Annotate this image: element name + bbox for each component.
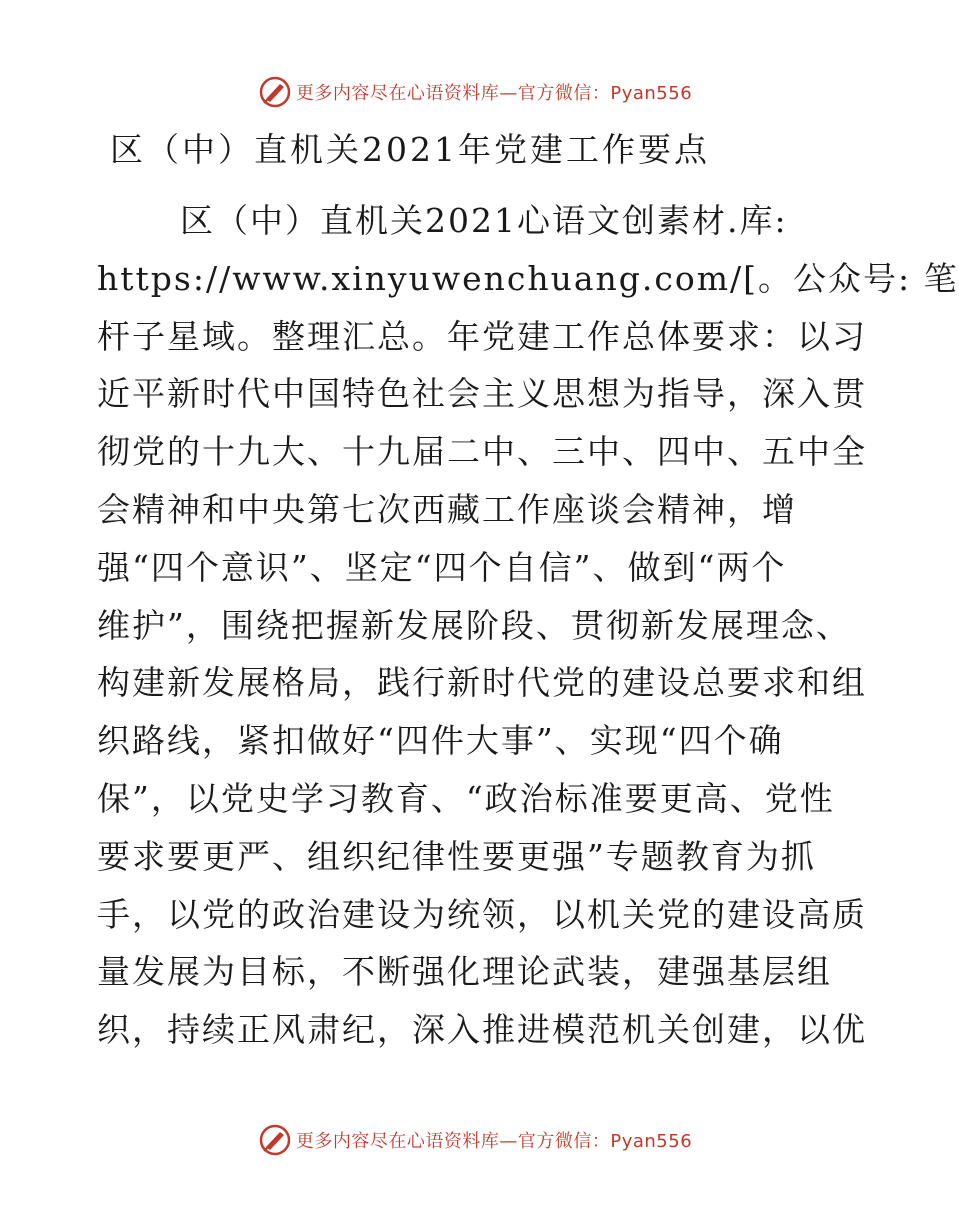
document-body [97, 192, 959, 1059]
watermark-text: 更多内容尽在心语资料库—官方微信：Pyan556 [295, 1131, 693, 1152]
body-line: 强“四个意识”、坚定“四个自信”、做到“两个 [97, 547, 787, 587]
header-watermark-banner [0, 72, 950, 112]
footer-watermark-banner [0, 1120, 950, 1160]
body-line: 织路线，紧扣做好“四件大事”、实现“四个确 [97, 721, 784, 761]
document-title: 区（中）直机关2021年党建工作要点 [110, 130, 710, 169]
body-line: 量发展为目标，不断强化理论武装，建强基层组 [97, 952, 832, 992]
body-line: 维护”，围绕把握新发展阶段、贯彻新发展理念、 [97, 605, 851, 645]
body-line: https://www.xinyuwenchuang.com/[。公众号: 笔 [97, 258, 959, 298]
watermark-text: 更多内容尽在心语资料库—官方微信：Pyan556 [295, 83, 693, 104]
pen-seal-logo-icon [258, 75, 292, 109]
body-line: 构建新发展格局，践行新时代党的建设总要求和组 [97, 663, 867, 703]
body-line: 要求要更严、组织纪律性要更强”专题教育为抓 [97, 836, 816, 876]
body-line: 织，持续正风肃纪，深入推进模范机关创建，以优 [97, 1010, 867, 1050]
body-line: 杆子星域。整理汇总。年党建工作总体要求：以习 [97, 316, 867, 356]
body-line: 手，以党的政治建设为统领，以机关党的建设高质 [97, 894, 867, 934]
pen-seal-logo-icon [258, 1123, 292, 1157]
body-line: 保”，以党史学习教育、“政治标准要更高、党性 [97, 778, 835, 818]
body-line: 会精神和中央第七次西藏工作座谈会精神，增 [97, 489, 797, 529]
body-line: 彻党的十九大、十九届二中、三中、四中、五中全 [97, 432, 867, 472]
body-line: 区（中）直机关2021心语文创素材.库: [180, 201, 788, 240]
body-line: 近平新时代中国特色社会主义思想为指导，深入贯 [97, 374, 867, 414]
